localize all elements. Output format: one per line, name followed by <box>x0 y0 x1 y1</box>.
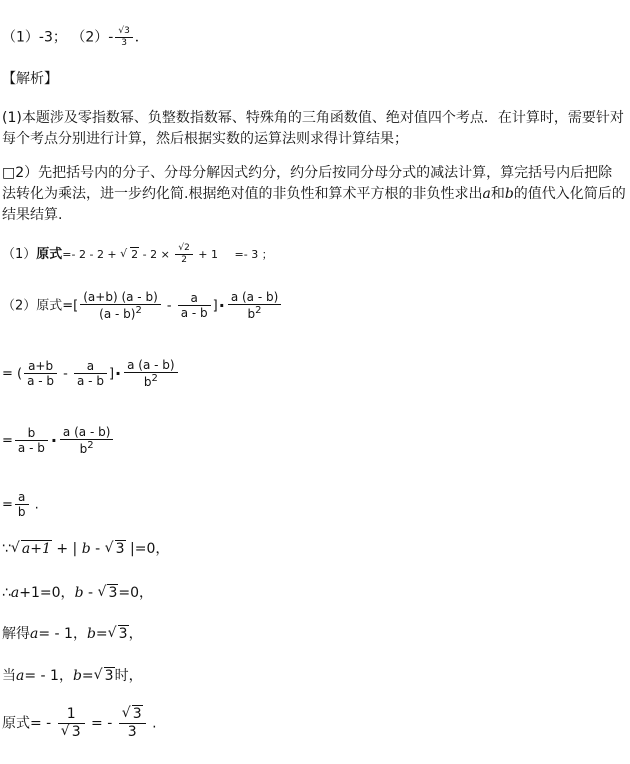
step4-frac2-num: a (a - b) <box>60 425 113 440</box>
answer-part2-num: √3 <box>115 26 132 38</box>
sol1-frac-den: 2 <box>181 254 187 265</box>
therefore-symbol: ∴ <box>2 585 11 601</box>
step4-frac2-den <box>60 440 113 456</box>
sol2-frac1 <box>80 290 161 322</box>
when-var-a: a <box>16 668 25 684</box>
cond-minus: - <box>90 541 105 557</box>
cond2-t3: =0， <box>118 585 154 601</box>
cond2-var-b: b <box>74 585 84 601</box>
step3-frac1-den: a - b <box>27 374 55 389</box>
sol1-result: =- 3 ； <box>234 247 273 261</box>
explanation-part2-text-b: 的值代入化简后的结果结算. <box>2 186 626 223</box>
step4-frac2-den-text: b <box>79 442 88 457</box>
step4-frac2-exp: 2 <box>87 440 94 452</box>
cond2-t2: - <box>83 585 98 601</box>
sol1-prefix: 原式 <box>36 246 63 262</box>
solve-t2: = <box>95 626 108 642</box>
step3-dot: · <box>115 363 122 383</box>
cond-mid: + | <box>51 541 82 557</box>
answer-part2-sign: - <box>108 29 114 46</box>
step3-lead: = ( <box>2 366 23 382</box>
solution-part2 <box>2 290 283 322</box>
step5-frac <box>15 490 29 520</box>
sol2-frac1-den-text: (a - b) <box>99 307 136 322</box>
when-root3 <box>94 669 115 683</box>
answer-part2-tail: ． <box>134 29 149 46</box>
analysis-heading: 【解析】 <box>2 71 58 87</box>
step3-frac1 <box>24 359 57 389</box>
final-frac1-root <box>61 724 82 741</box>
answer-part1-label: （1） <box>2 29 39 46</box>
sol2-frac1-exp: 2 <box>135 305 142 317</box>
therefore-line <box>2 586 153 600</box>
sol2-frac3 <box>228 290 281 322</box>
final-frac2-root <box>122 706 143 723</box>
step3-minus: - <box>59 366 73 382</box>
solve-root3-value: 3 <box>118 626 128 642</box>
final-tail: . <box>147 715 157 732</box>
explanation-part1: (1)本题涉及零指数幂、负整数指数幂、特殊角的三角函数值、绝对值四个考点．在计算时，需要针对每个考点分别进行计算，然后根据实数的运算法则求得计算结果； <box>2 110 624 147</box>
final-frac1-num: 1 <box>58 706 85 724</box>
final-frac1-root-value: 3 <box>71 723 81 740</box>
cond-root <box>11 542 52 556</box>
when-root3-value: 3 <box>104 668 114 684</box>
sol2-frac2 <box>178 291 211 321</box>
when-t3: 时， <box>114 668 143 684</box>
final-lead: 原式= - <box>2 715 56 732</box>
solve-root3 <box>108 627 129 641</box>
final-frac2-root-value: 3 <box>132 706 142 722</box>
step5-frac-den: b <box>17 505 26 520</box>
cond-root3 <box>105 542 126 556</box>
sol2-frac2-num: a <box>178 291 211 306</box>
answer-part2-label: （2） <box>71 29 109 46</box>
solve-lead: 解得 <box>2 626 30 642</box>
step4-frac1-num: b <box>15 426 48 441</box>
cond2-var-a: a <box>10 585 20 601</box>
step4-frac2 <box>60 425 113 457</box>
step4-dot: · <box>50 430 57 450</box>
step4-frac1 <box>15 426 48 456</box>
final-frac2 <box>119 706 146 741</box>
final-frac1-den <box>58 724 85 741</box>
sol2-close: ] <box>212 298 218 314</box>
sol2-frac2-den: a - b <box>180 306 208 321</box>
sol2-minus: - <box>162 298 176 314</box>
step3-close: ] <box>108 366 115 382</box>
cond2-t1: +1=0， <box>19 585 75 601</box>
cond-root3-value: 3 <box>115 541 125 557</box>
step3-frac3-den <box>124 373 177 389</box>
sol2-frac1-num: (a+b) (a - b) <box>80 290 161 305</box>
cond-var-b: b <box>81 541 91 557</box>
answer-part2-den: 3 <box>121 37 127 48</box>
sol2-frac1-den <box>80 305 161 321</box>
explanation-part2 <box>2 163 626 226</box>
step5-frac-num: a <box>15 490 29 505</box>
final-frac2-num <box>119 706 146 724</box>
sol2-dot: · <box>218 295 225 315</box>
solve-t1: = - 1， <box>38 626 87 642</box>
when-lead: 当 <box>2 668 16 684</box>
final-mid: = - <box>86 715 117 732</box>
answer-line <box>2 26 149 49</box>
solution-step3 <box>2 358 180 390</box>
step3-frac3-exp: 2 <box>151 373 158 385</box>
solution-part1 <box>2 243 273 266</box>
sol1-root2-value: 2 <box>131 247 139 261</box>
sol1-frac-num: √2 <box>175 243 192 255</box>
explanation-var-a: a <box>482 186 491 202</box>
step5-lead: = <box>2 497 13 513</box>
solve-var-b: b <box>86 626 96 642</box>
step3-frac3-den-text: b <box>143 375 152 390</box>
sol1-expr-c: + 1 <box>194 247 219 261</box>
solve-line <box>2 627 143 641</box>
when-t1: = - 1， <box>24 668 73 684</box>
explanation-part2-text-a: □2）先把括号内的分子、分母分解因式约分，约分后按同分母分式的减法计算，算完括号内后把除法转化为乘法，进一步约化简.根据绝对值的非负性和算术平方根的非负性求出 <box>2 165 613 202</box>
explanation-and: 和 <box>490 186 505 202</box>
final-frac1 <box>58 706 85 741</box>
when-line <box>2 669 143 683</box>
step5-tail: . <box>30 497 39 513</box>
because-symbol: ∵ <box>2 541 11 557</box>
sol2-frac3-exp: 2 <box>255 305 262 317</box>
cond2-root3 <box>97 586 118 600</box>
sol2-frac3-den-text: b <box>247 307 256 322</box>
sol2-frac3-den <box>228 305 281 321</box>
when-t2: = <box>81 668 94 684</box>
step3-frac3-num: a (a - b) <box>124 358 177 373</box>
step4-frac1-den: a - b <box>17 441 45 456</box>
final-line <box>2 706 157 741</box>
step3-frac2 <box>74 359 107 389</box>
solution-step5 <box>2 490 39 520</box>
answer-part1-value: -3； <box>38 29 67 46</box>
answer-part2-fraction <box>115 26 132 49</box>
step3-frac3 <box>124 358 177 390</box>
step4-lead: = <box>2 433 13 449</box>
final-frac2-den: 3 <box>127 723 137 740</box>
sol2-label: （2）原式=[ <box>2 298 79 314</box>
cond2-root3-value: 3 <box>108 585 118 601</box>
solution-step4 <box>2 425 115 457</box>
explanation-var-b: b <box>504 186 514 202</box>
sol2-frac3-num: a (a - b) <box>228 290 281 305</box>
cond-tail: |=0， <box>125 541 170 557</box>
when-var-b: b <box>72 668 82 684</box>
sol1-expr-a: =- 2 - 2 + <box>62 247 121 261</box>
sol1-root2 <box>120 249 139 260</box>
sol1-label: （1） <box>2 246 37 262</box>
sol1-fraction <box>175 243 192 266</box>
cond-root-in: a+1 <box>21 541 51 557</box>
step3-frac2-den: a - b <box>77 374 104 389</box>
sol1-expr-b: - 2 × <box>139 247 174 261</box>
solve-t3: ， <box>128 626 143 642</box>
step3-frac1-num: a+b <box>24 359 57 374</box>
step3-frac2-num: a <box>74 359 107 374</box>
condition-line <box>2 542 169 556</box>
solve-var-a: a <box>30 626 39 642</box>
